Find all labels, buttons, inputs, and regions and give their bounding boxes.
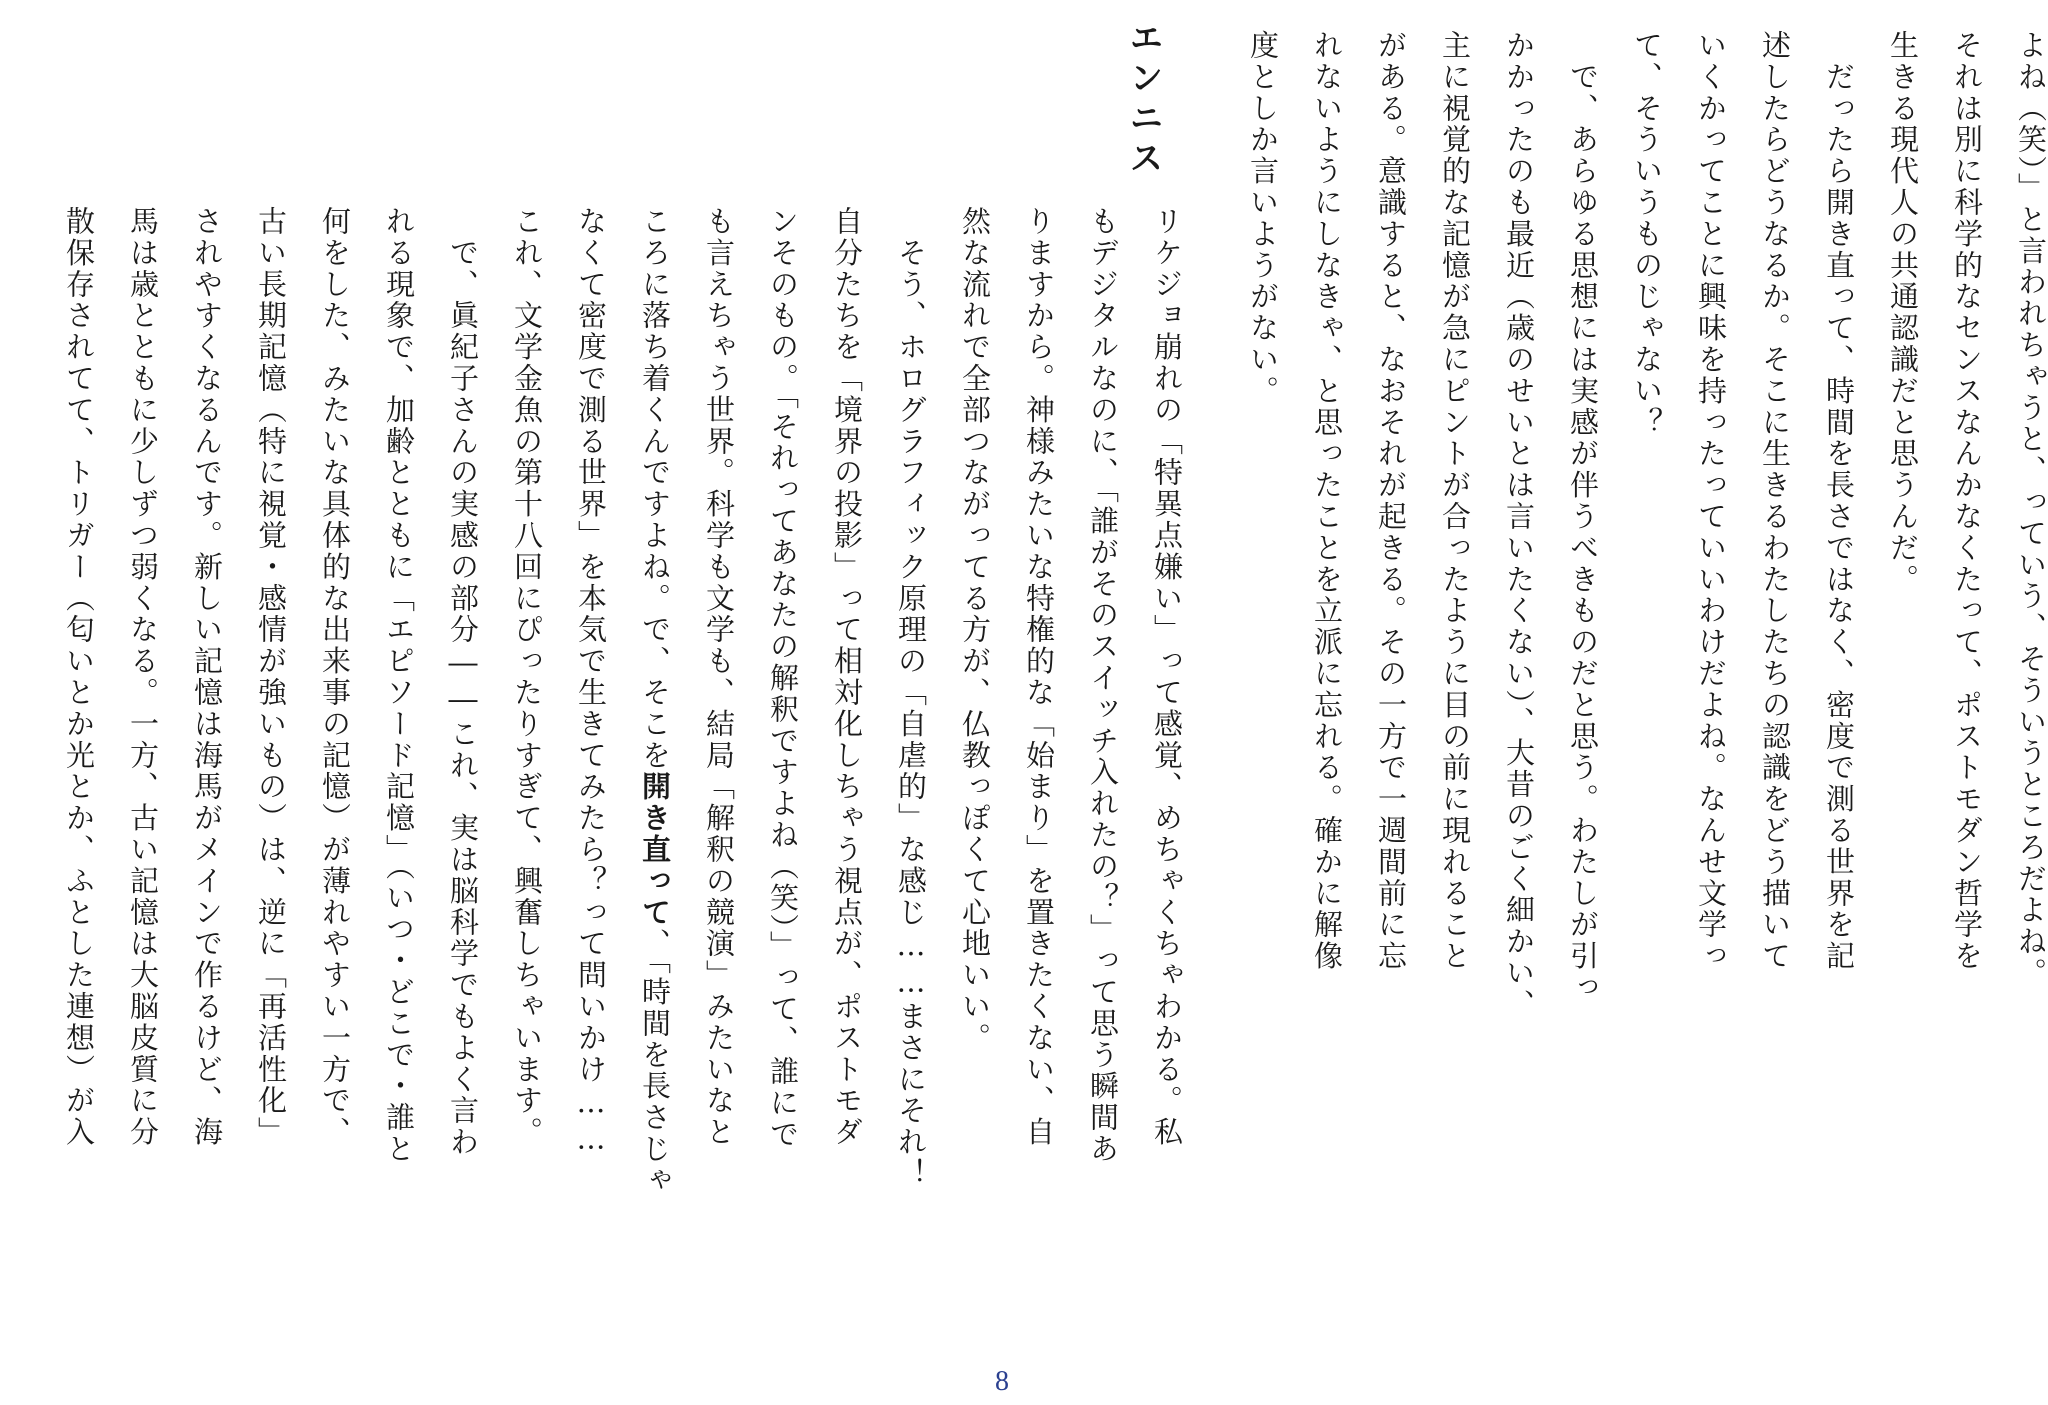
text-column: そう、ホログラフィック原理の「自虐的」な感じ……まさにそれ！ [894,206,928,1190]
text-column: 自分たちを「境界の投影」って相対化しちゃう視点が、ポストモダ [830,206,864,1148]
text-column: だったら開き直って、時間を長さではなく、密度で測る世界を記 [1822,30,1856,972]
text-column: て、そういうものじゃない？ [1630,30,1664,439]
text-column: 主に視覚的な記憶が急にピントが合ったように目の前に現れること [1438,30,1472,972]
page-number: 8 [995,1366,1009,1397]
text-column: なくて密度で測る世界」を本気で生きてみたら？って問いかけ…… [574,206,608,1158]
text-column: かかったのも最近（歳のせいとは言いたくない）、大昔のごく細かい、 [1502,30,1536,1021]
text-column [609,206,672,1197]
text-column: ンそのもの。「それってあなたの解釈ですよね（笑）」って、誰にで [766,206,800,1151]
text-column: 然な流れで全部つながってる方が、仏教っぽくて心地いい。 [958,206,992,1054]
text-column: それは別に科学的なセンスなんかなくたって、ポストモダン哲学を [1950,30,1984,972]
text-column: 度としか言いようがない。 [1246,30,1280,407]
text-column: 馬は歳とともに少しずつ弱くなる。一方、古い記憶は大脳皮質に分 [126,206,160,1148]
speaker-name: エンニス [1123,20,1163,180]
text-column: いくかってことに興味を持ったっていいわけだよね。なんせ文学っ [1694,30,1728,972]
emphasis-text: 開き直って [638,771,672,929]
text-column: これ、文学金魚の第十八回にぴったりすぎて、興奮しちゃいます。 [510,206,544,1148]
text-segment: ころに落ち着くんですよね。で、そこを [638,206,672,772]
text-column: で、あらゆる思想には実感が伴うべきものだと思う。わたしが引っ [1566,30,1600,1004]
text-column: もデジタルなのに、「誰がそのスイッチ入れたの？」って思う瞬間あ [1086,206,1120,1165]
text-column: 散保存されてて、トリガー（匂いとか光とか、ふとした連想）が入 [62,206,96,1148]
text-column: がある。意識すると、なおそれが起きる。その一方で一週間前に忘 [1374,30,1408,972]
text-column: 述したらどうなるか。そこに生きるわたしたちの認識をどう描いて [1758,30,1792,972]
text-column: 生きる現代人の共通認識だと思うんだ。 [1886,30,1920,596]
text-column: れないようにしなきゃ、と思ったことを立派に忘れる。確かに解像 [1310,30,1344,972]
text-column: よね（笑）」と言われちゃうと、っていう、そういうところだよね。 [2014,30,2048,989]
text-column: りますから。神様みたいな特権的な「始まり」を置きたくない、自 [1022,206,1056,1148]
text-column: 古い長期記憶（特に視覚・感情が強いもの）は、逆に「再活性化」 [254,206,288,1148]
text-column: れる現象で、加齢とともに「エピソード記憶」（いつ・どこで・誰と [382,206,416,1165]
text-column: で、眞紀子さんの実感の部分――これ、実は脳科学でもよく言わ [446,206,480,1158]
text-segment: 、「時間を長さじゃ [638,928,672,1197]
text-column: 何をした、みたいな具体的な出来事の記憶）が薄れやすい一方で、 [318,206,352,1148]
text-column: リケジョ崩れの「特異点嫌い」って感覚、めちゃくちゃわかる。私 [1150,206,1184,1148]
text-column: も言えちゃう世界。科学も文学も、結局「解釈の競演」みたいなと [702,206,736,1148]
text-column: されやすくなるんです。新しい記憶は海馬がメインで作るけど、海 [190,206,224,1148]
